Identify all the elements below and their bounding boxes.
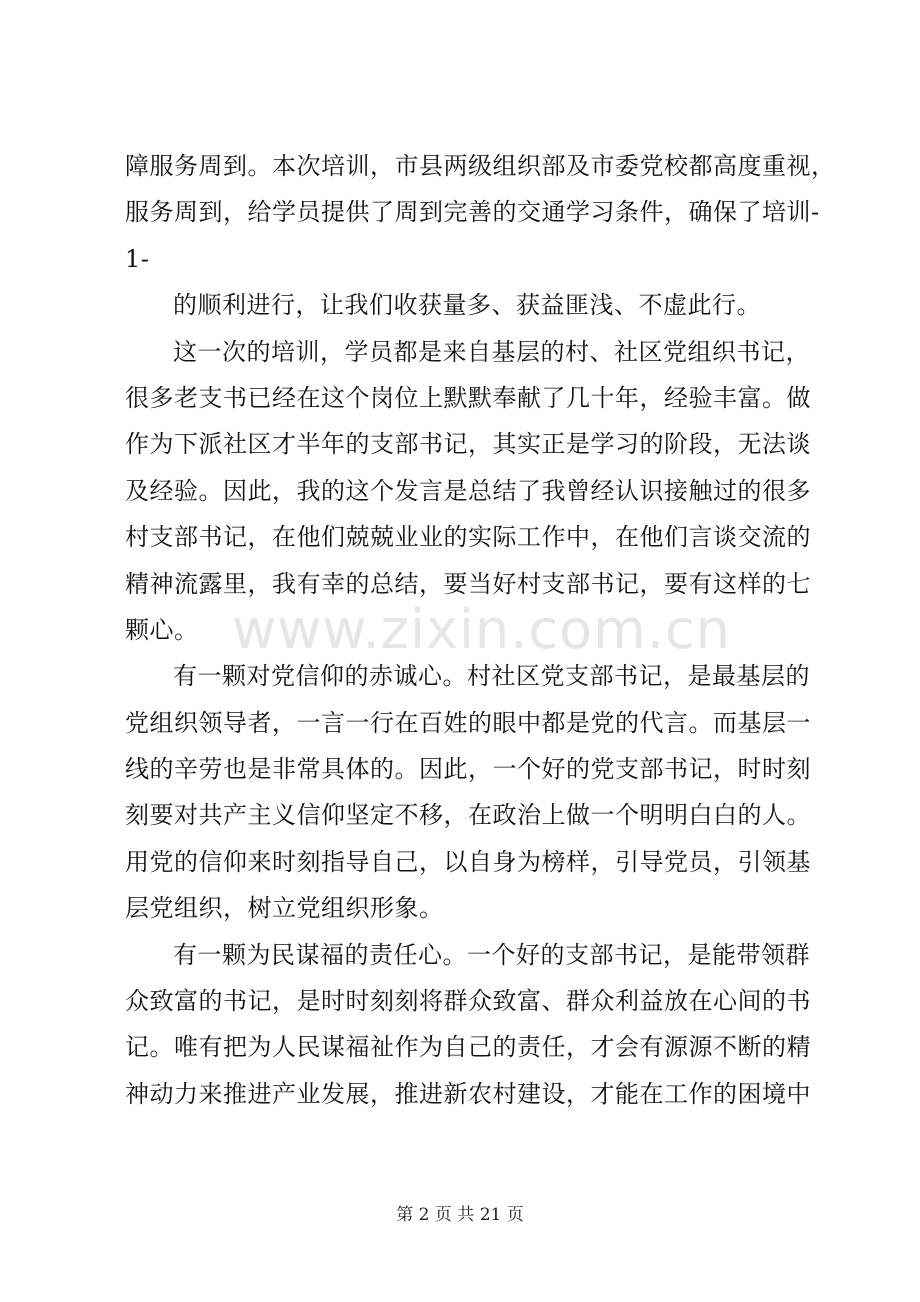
text-line: 作为下派社区才半年的支部书记，其实正是学习的阶段，无法谈 xyxy=(125,430,811,459)
text-line: 障服务周到。本次培训，市县两级组织部及市委党校都高度重视， xyxy=(125,152,836,180)
watermark: www.zixin.com.cn xyxy=(232,598,731,661)
text-line: 众致富的书记，是时时刻刻将群众致富、群众利益放在心间的书 xyxy=(125,987,811,1016)
text-line: 1- xyxy=(125,244,150,273)
text-line: 精神流露里，我有幸的总结，要当好村支部书记，要有这样的七 xyxy=(125,569,811,598)
text-line: 有一颗对党信仰的赤诚心。村社区党支部书记，是最基层的 xyxy=(173,662,810,691)
text-line: 记。唯有把为人民谋福祉作为自己的责任，才会有源源不断的精 xyxy=(125,1033,811,1062)
text-line: 很多老支书已经在这个岗位上默默奉献了几十年，经验丰富。做 xyxy=(125,383,811,412)
text-line: 的顺利进行，让我们收获量多、获益匪浅、不虚此行。 xyxy=(173,291,761,320)
page-footer: 第 2 页 共 21 页 xyxy=(396,1205,524,1225)
text-line: 有一颗为民谋福的责任心。一个好的支部书记，是能带领群 xyxy=(173,940,810,969)
text-line: 神动力来推进产业发展，推进新农村建设，才能在工作的困境中 xyxy=(125,1079,811,1108)
text-line: 线的辛劳也是非常具体的。因此，一个好的党支部书记，时时刻 xyxy=(125,755,811,784)
text-line: 层党组织，树立党组织形象。 xyxy=(125,894,444,923)
text-line: 村支部书记，在他们兢兢业业的实际工作中，在他们言谈交流的 xyxy=(125,523,811,552)
document-body xyxy=(125,143,836,1117)
text-line: 这一次的培训，学员都是来自基层的村、社区党组织书记， xyxy=(173,337,810,366)
text-line: 及经验。因此，我的这个发言是总结了我曾经认识接触过的很多 xyxy=(125,476,811,505)
text-line: 用党的信仰来时刻指导自己，以自身为榜样，引导党员，引领基 xyxy=(125,847,811,876)
text-line: 刻要对共产主义信仰坚定不移，在政治上做一个明明白白的人。 xyxy=(125,801,811,830)
text-line: 颗心。 xyxy=(125,615,199,644)
text-line: 服务周到，给学员提供了周到完善的交通学习条件，确保了培训- xyxy=(125,198,820,227)
text-line: 党组织领导者，一言一行在百姓的眼中都是党的代言。而基层一 xyxy=(125,708,811,737)
